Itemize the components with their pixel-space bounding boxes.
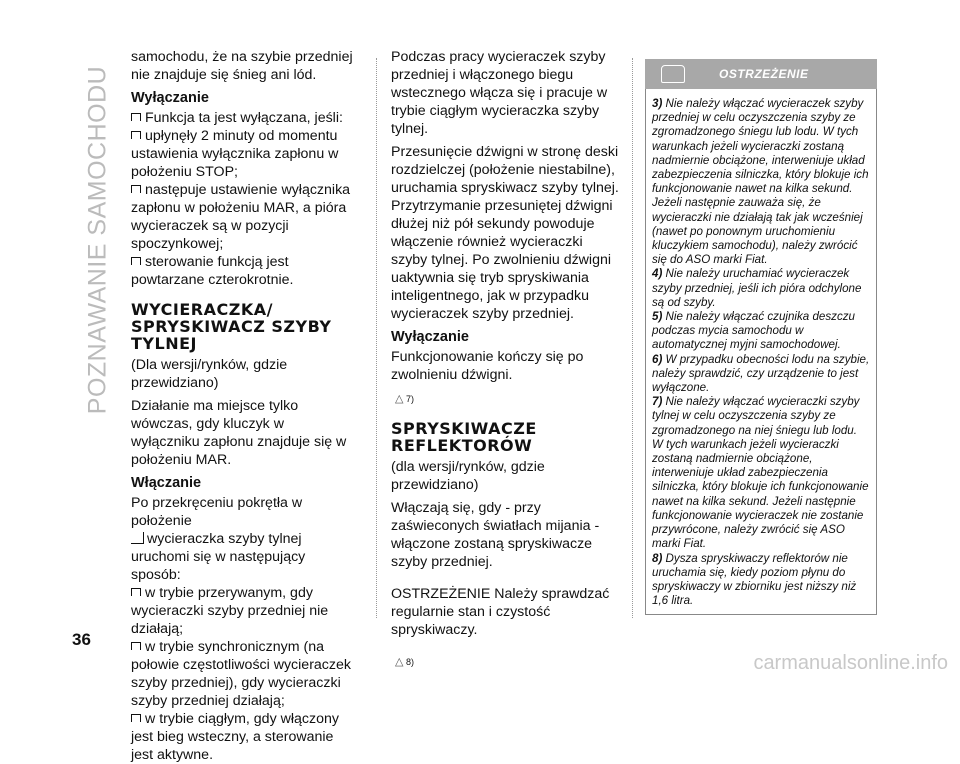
warning-item: 7) Nie należy włączać wycieraczki szyby tylnej w celu oczyszczenia szyby ze zgromadzonego na niej śniegu lub lodu. W tych warunkach jeżeli wycieraczki zostaną nadmiernie obciążone, interweniuje układ zabezpieczenia silniczka, który blokuje ich funkcjonowanie nawet na kilka sekund. Jeżeli następnie funkcjonowanie wycieraczek nie zostanie przywrócone, należy zwrócić się ASO marki Fiat. bbox=[652, 395, 869, 551]
rear-wiper-icon bbox=[131, 532, 144, 544]
paragraph: Przesunięcie dźwigni w stronę deski rozdzielczej (położenie niestabilne), uruchamia spryskiwacz szyby tylnej. Przytrzymanie przesuniętej dźwigni dłużej niż pół sekundy powoduje włączenie również wycieraczki szyby tylnej. Po zwolnieniu dźwigni uaktywnia się tryb spryskiwania inteligentnego, jak w przypadku wycieraczek szyby przedniej. bbox=[391, 144, 619, 322]
heading-headlamp-washers: SPRYSKIWACZE REFLEKTORÓW bbox=[391, 419, 537, 455]
caution-text: OSTRZEŻENIE Należy sprawdzać regularnie stan i czystość spryskiwaczy. bbox=[391, 586, 610, 638]
list-item: w trybie synchronicznym (na połowie częstotliwości wycieraczek szyby przedniej), gdy wycieraczki szyby przedniej działają; bbox=[131, 638, 353, 710]
off-text: Funkcjonowanie kończy się po zwolnieniu dźwigni. bbox=[391, 349, 584, 383]
intro-text: samochodu, że na szybie przedniej nie znajduje się śnieg ani lód. bbox=[131, 49, 353, 83]
heading-wylaczanie: Wyłączanie bbox=[131, 90, 209, 106]
warning-item: 3) Nie należy włączać wycieraczek szyby przedniej w celu oczyszczenia szyby ze zgromadzonego śniegu lub lodu. W tych warunkach jeżeli wycieraczki zostaną nadmiernie obciążone, interweniuje układ zabezpieczenia silniczka, który blokuje ich funkcjonowanie nawet na kilka sekund. Jeżeli następnie zauważa się, że wycieraczki nie działają tak jak wcześniej (nawet po ponownym uruchomieniu kluczykiem samochodu), należy zwrócić się do ASO marki Fiat. bbox=[652, 97, 869, 267]
warning-item: 6) W przypadku obecności lodu na szybie, należy sprawdzić, czy urządzenie to jest wyłączone. bbox=[652, 352, 870, 395]
warning-triangle-icon: △ bbox=[395, 393, 404, 405]
on-text-1: Po przekręceniu pokrętła w położenie bbox=[131, 495, 303, 529]
column-1 bbox=[131, 48, 353, 764]
warning-item: 8) Dysza spryskiwaczy reflektorów nie uruchamia się, kiedy poziom płynu do spryskiwaczy w zbiorniku jest niższy niż 1,6 litra. bbox=[652, 551, 857, 608]
paragraph: Podczas pracy wycieraczek szyby przedniej i włączonego biegu wstecznego włącza się i pracuje w trybie ciągłym wycieraczka szyby tylnej. bbox=[391, 49, 608, 137]
heading-wlaczanie: Włączanie bbox=[131, 475, 202, 491]
rear-text: Działanie ma miejsce tylko wówczas, gdy kluczyk w wyłączniku zapłonu znajduje się w położeniu MAR. bbox=[131, 398, 347, 468]
footer-watermark: carmanualsonline.info bbox=[753, 652, 948, 674]
warning-note-ref: △ 7) bbox=[395, 390, 619, 408]
refl-subtitle: (dla wersji/rynków, gdzie przewidziano) bbox=[391, 459, 545, 493]
list-item: następuje ustawienie wyłącznika zapłonu w położeniu MAR, a pióra wycieraczek są w pozycji spoczynkowej; bbox=[131, 181, 353, 253]
heading-wylaczanie: Wyłączanie bbox=[391, 329, 469, 345]
section-side-title: POZNAWANIE SAMOCHODU bbox=[83, 65, 112, 415]
warning-box bbox=[645, 59, 877, 615]
list-item: w trybie ciągłym, gdy włączony jest bieg wsteczny, a sterowanie jest aktywne. bbox=[131, 710, 353, 764]
list-item: sterowanie funkcją jest powtarzane czterokrotnie. bbox=[131, 253, 353, 289]
warning-body bbox=[645, 89, 877, 615]
rear-subtitle: (Dla wersji/rynków, gdzie przewidziano) bbox=[131, 357, 288, 391]
refl-text: Włączają się, gdy - przy zaświeconych światłach mijania - włączone zostaną spryskiwacze szyby przedniej. bbox=[391, 500, 600, 570]
off-intro: Funkcja ta jest wyłączana, jeśli: bbox=[131, 109, 353, 127]
warning-triangle-icon: △ bbox=[395, 656, 404, 668]
warning-item: 4) Nie należy uruchamiać wycieraczek szyby przedniej, jeśli ich pióra odchylone są od szyby. bbox=[652, 267, 862, 309]
list-item: upłynęły 2 minuty od momentu ustawienia wyłącznika zapłonu w położeniu STOP; bbox=[131, 127, 353, 181]
column-divider bbox=[376, 58, 377, 618]
list-item: w trybie przerywanym, gdy wycieraczki szyby przedniej nie działają; bbox=[131, 584, 353, 638]
on-text-2: wycieraczka szyby tylnej uruchomi się w następujący sposób: bbox=[131, 531, 306, 583]
warning-header bbox=[645, 59, 877, 89]
car-warning-icon bbox=[661, 65, 685, 83]
heading-rear-wiper: WYCIERACZKA/ SPRYSKIWACZ SZYBY TYLNEJ bbox=[131, 300, 332, 353]
column-divider bbox=[632, 58, 633, 618]
warning-note-ref: △ 8) bbox=[395, 653, 619, 671]
page-number: 36 bbox=[72, 630, 91, 649]
warning-title: OSTRZEŻENIE bbox=[719, 67, 809, 81]
warning-item: 5) Nie należy włączać czujnika deszczu podczas mycia samochodu w automatycznej myjni samochodowej. bbox=[652, 310, 855, 352]
column-2 bbox=[391, 48, 619, 675]
